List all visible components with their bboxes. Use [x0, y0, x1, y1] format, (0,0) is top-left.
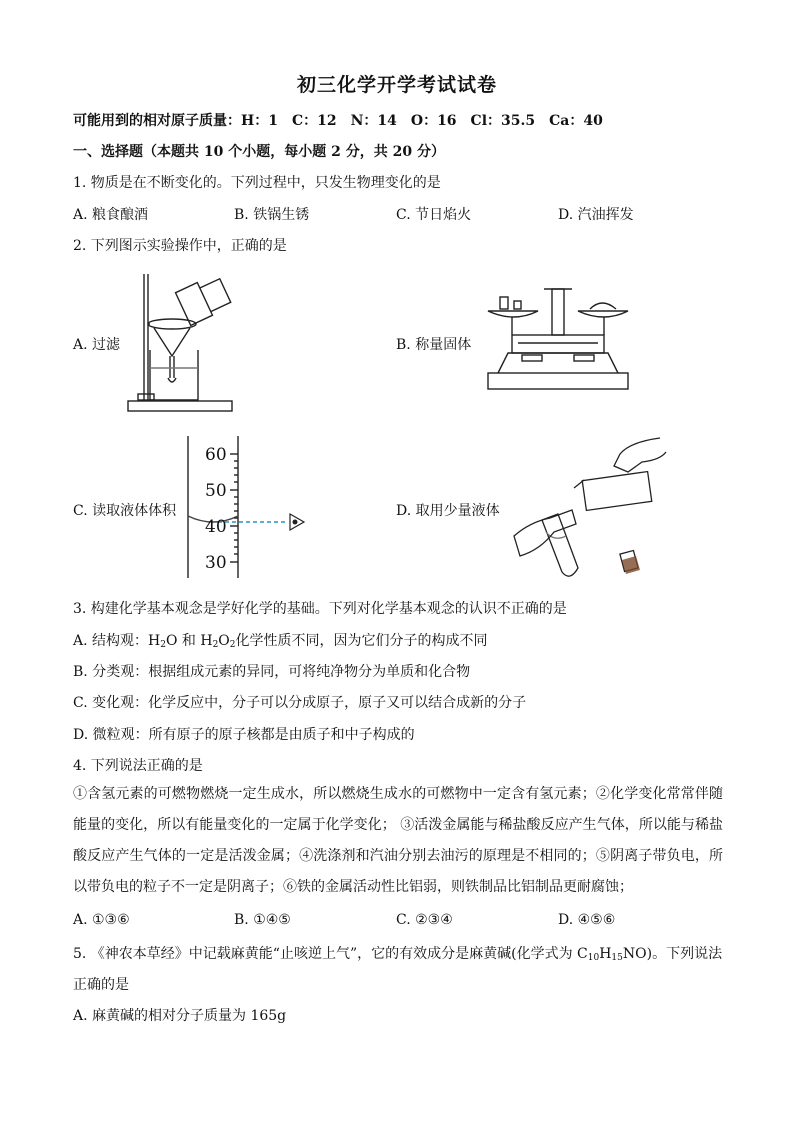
subscript: 2: [229, 640, 236, 650]
q1-stem: 1. 物质是在不断变化的。下列过程中，只发生物理变化的是: [73, 175, 441, 191]
balance-figure: [482, 283, 634, 395]
q3-option-c[interactable]: C. 变化观：化学反应中，分子可以分成原子，原子又可以结合成新的分子: [73, 695, 527, 711]
q3-option-a-text: O 和 H: [165, 633, 213, 649]
q1-option-b[interactable]: B. 铁锅生锈: [234, 207, 310, 223]
page-title: 初三化学开学考试试卷: [296, 74, 497, 96]
cylinder-tick-60: 60: [205, 445, 227, 465]
q2-option-a[interactable]: A. 过滤: [73, 337, 121, 353]
q1-option-d[interactable]: D. 汽油挥发: [558, 207, 634, 223]
q3-option-b[interactable]: B. 分类观：根据组成元素的异同，可将纯净物分为单质和化合物: [73, 664, 471, 680]
subscript: 2: [212, 640, 219, 650]
q1-option-a[interactable]: A. 粮食酿酒: [73, 207, 149, 223]
q5-stem: [73, 943, 722, 963]
q4-option-b[interactable]: B. ①④⑤: [234, 912, 291, 928]
q4-option-a[interactable]: A. ①③⑥: [73, 912, 130, 928]
cylinder-tick-40: 40: [205, 517, 227, 537]
atomic-mass-line: 可能用到的相对原子质量：H：1 C：12 N：14 O：16 Cl：35.5 Ca：40: [73, 113, 603, 129]
q4-option-d[interactable]: D. ④⑤⑥: [558, 912, 616, 928]
subscript: 15: [611, 953, 623, 963]
q5-stem-text: H: [599, 946, 612, 962]
q5-stem-text: NO)。下列说法: [622, 946, 723, 962]
filtration-figure: [120, 266, 240, 416]
cylinder-tick-30: 30: [205, 553, 227, 573]
q3-stem: 3. 构建化学基本观念是学好化学的基础。下列对化学基本观念的认识不正确的是: [73, 601, 567, 617]
q2-option-b[interactable]: B. 称量固体: [396, 337, 472, 353]
q3-option-a-text: 化学性质不同，因为它们分子的构成不同: [235, 633, 488, 649]
cylinder-tick-50: 50: [205, 481, 227, 501]
q2-option-c[interactable]: C. 读取液体体积: [73, 503, 177, 519]
q4-stem: 4. 下列说法正确的是: [73, 758, 203, 774]
q3-option-a-text: O: [218, 633, 230, 649]
subscript: 2: [160, 640, 166, 650]
q3-option-a[interactable]: [73, 630, 488, 650]
q1-option-c[interactable]: C. 节日焰火: [396, 207, 472, 223]
q2-option-d[interactable]: D. 取用少量液体: [396, 503, 500, 519]
q5-stem-line2: 正确的是: [73, 977, 129, 993]
q2-stem: 2. 下列图示实验操作中，正确的是: [73, 238, 287, 254]
q4-paragraph: ①含氢元素的可燃物燃烧一定生成水，所以燃烧生成水的可燃物中一定含有氢元素；②化学变化常常伴随能量的变化，所以有能量变化的一定属于化学变化； ③活泼金属能与稀盐酸反应产生气体，所以能与稀盐酸反应产生气体的一定是活泼金属；④洗涤剂和汽油分别去油污的原理是不相同的；⑤阴离子带负电，所以带负电的粒子不一定是阴离子；⑥铁的金属活动性比铝弱，则铁制品比铝制品更耐腐蚀；: [73, 786, 723, 895]
q4-option-c[interactable]: C. ②③④: [396, 912, 453, 928]
cylinder-reading-figure: [180, 436, 320, 582]
subscript: 10: [587, 953, 600, 963]
q3-option-a-text: A. 结构观：H: [73, 633, 161, 649]
q5-stem-text: 5. 《神农本草经》中记载麻黄能“止咳逆上气”，它的有效成分是麻黄碱(化学式为 C: [73, 946, 588, 962]
pouring-liquid-figure: [510, 432, 670, 584]
q3-option-d[interactable]: D. 微粒观：所有原子的原子核都是由质子和中子构成的: [73, 727, 415, 743]
q5-option-a[interactable]: A. 麻黄碱的相对分子质量为 165g: [73, 1008, 287, 1024]
section-header: 一、选择题（本题共 10 个小题，每小题 2 分，共 20 分）: [73, 144, 445, 160]
